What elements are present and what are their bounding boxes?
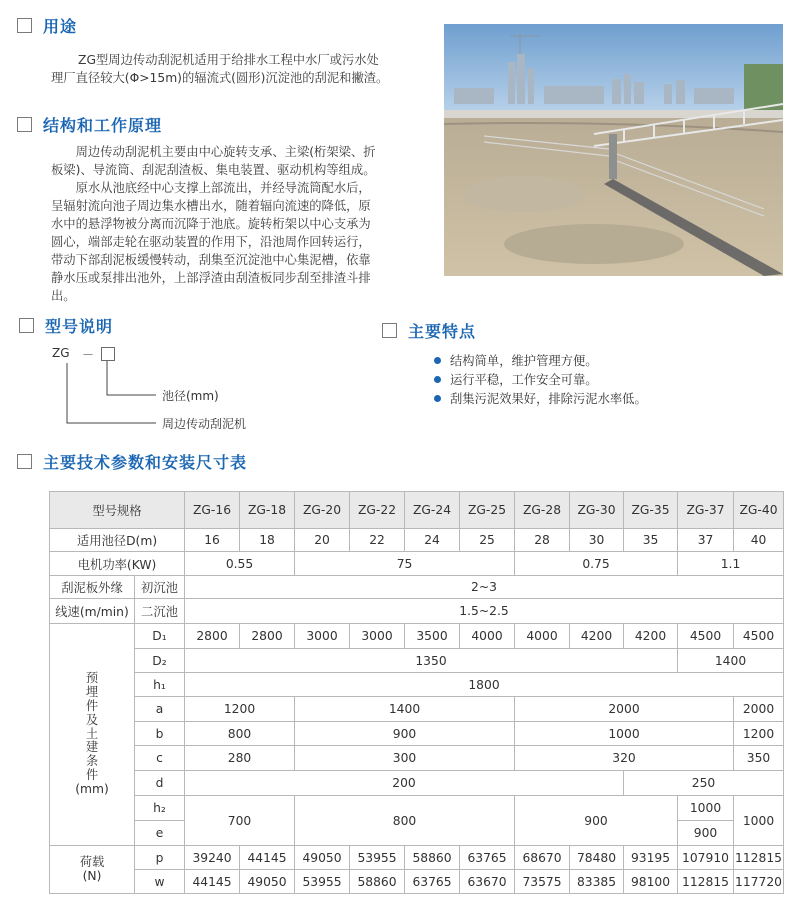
table-cell: 22 [350, 529, 405, 552]
table-cell: 0.55 [185, 552, 295, 576]
label-char: 及 [85, 712, 99, 727]
table-cell: 1400 [295, 697, 515, 722]
row-sublabel: p [135, 846, 185, 870]
feature-text: 刮集污泥效果好，排除污泥水率低。 [450, 392, 647, 406]
table-cell: 63765 [460, 846, 515, 870]
table-cell: 25 [460, 529, 515, 552]
label-char: 建 [85, 740, 99, 755]
spec-table [49, 491, 784, 894]
table-cell: 320 [515, 746, 734, 771]
table-cell: 1.5~2.5 [185, 599, 784, 624]
table-row [50, 576, 784, 599]
row-sublabel: a [135, 697, 185, 722]
label-char: 预 [85, 671, 99, 686]
load-label [50, 846, 135, 894]
table-cell: 2800 [185, 624, 240, 649]
table-cell: 30 [570, 529, 624, 552]
usage-title: 用途 [43, 17, 78, 36]
features-list [434, 352, 647, 409]
feature-item [434, 352, 647, 371]
load-label-text: 荷载 [79, 854, 105, 869]
table-cell: 3000 [350, 624, 405, 649]
structure-line: 圆心，端部走轮在驱动装置的作用下，沿池周作回转运行， [51, 235, 371, 249]
structure-line: 原水从池底经中心支撑上部流出，并经导流筒配水后， [75, 181, 371, 195]
table-row [50, 771, 784, 796]
row-label: 刮泥板外缘 [50, 576, 135, 599]
model-title: 型号说明 [45, 317, 114, 336]
row-label: 线速(m/min) [50, 599, 135, 624]
table-row [50, 722, 784, 746]
bullet-dot-icon [434, 357, 441, 364]
table-cell: 700 [185, 796, 295, 846]
model-machine-label: 周边传动刮泥机 [162, 417, 247, 431]
feature-item [434, 390, 647, 409]
table-row [50, 492, 784, 529]
table-cell: 93195 [624, 846, 678, 870]
table-cell: 73575 [515, 870, 570, 894]
table-row [50, 673, 784, 697]
row-label: 电机功率(KW) [50, 552, 185, 576]
table-row [50, 697, 784, 722]
clarifier-photo-image [444, 24, 783, 276]
table-cell: 1.1 [678, 552, 784, 576]
table-title: 主要技术参数和安装尺寸表 [43, 453, 248, 472]
table-row [50, 529, 784, 552]
table-row [50, 846, 784, 870]
row-sublabel: e [135, 821, 185, 846]
label-char: 件 [85, 767, 99, 782]
table-cell: 83385 [570, 870, 624, 894]
table-cell: 0.75 [515, 552, 678, 576]
table-cell: 200 [185, 771, 624, 796]
table-cell: 900 [295, 722, 515, 746]
model-cell: ZG-37 [678, 492, 734, 529]
feature-item [434, 371, 647, 390]
feature-text: 运行平稳，工作安全可靠。 [450, 373, 598, 387]
table-cell: 1000 [678, 796, 734, 821]
table-cell: 250 [624, 771, 784, 796]
table-cell: 63765 [405, 870, 460, 894]
structure-line: 静水压或泵排出池外，上部浮渣由刮渣板同步刮至排渣斗排 [51, 271, 371, 285]
bullet-dot-icon [434, 376, 441, 383]
table-cell: 900 [515, 796, 678, 846]
table-cell: 20 [295, 529, 350, 552]
table-cell: 78480 [570, 846, 624, 870]
row-sublabel: h₂ [135, 796, 185, 821]
table-cell: 37 [678, 529, 734, 552]
table-cell: 68670 [515, 846, 570, 870]
table-cell: 16 [185, 529, 240, 552]
row-label: 适用池径D(m) [50, 529, 185, 552]
table-cell: 44145 [240, 846, 295, 870]
table-cell: 4500 [734, 624, 784, 649]
structure-line: 板梁)、导流筒、刮泥刮渣板、集电装置、驱动机构等组成。 [51, 163, 376, 177]
table-cell: 1000 [515, 722, 734, 746]
model-cell: ZG-22 [350, 492, 405, 529]
table-cell: 107910 [678, 846, 734, 870]
table-cell: 1350 [185, 649, 678, 673]
table-row [50, 649, 784, 673]
table-cell: 117720 [734, 870, 784, 894]
section-checkbox-icon [382, 323, 397, 338]
model-cell: ZG-35 [624, 492, 678, 529]
table-cell: 18 [240, 529, 295, 552]
clarifier-photo [444, 24, 783, 276]
feature-text: 结构简单，维护管理方便。 [450, 354, 598, 368]
model-diameter-label: 池径(mm) [162, 389, 219, 403]
table-cell: 2000 [515, 697, 734, 722]
table-row [50, 746, 784, 771]
table-cell: 35 [624, 529, 678, 552]
row-sublabel: D₁ [135, 624, 185, 649]
table-cell: 4200 [570, 624, 624, 649]
table-cell: 4200 [624, 624, 678, 649]
table-cell: 4000 [515, 624, 570, 649]
table-cell: 58860 [405, 846, 460, 870]
label-char: 件 [85, 699, 99, 713]
structure-line: 呈辐射流向池子周边集水槽出水，随着辐向流速的降低，原 [51, 199, 371, 213]
table-cell: 3000 [295, 624, 350, 649]
usage-line: ZG型周边传动刮泥机适用于给排水工程中水厂或污水处 [78, 53, 379, 67]
structure-line: 带动下部刮泥板缓慢转动，刮集至沉淀池中心集泥槽，依靠 [51, 253, 371, 267]
table-cell: 280 [185, 746, 295, 771]
section-checkbox-icon [17, 454, 32, 469]
table-cell: 49050 [240, 870, 295, 894]
label-unit: (mm) [75, 781, 109, 796]
model-connector-lines [0, 0, 200, 440]
table-row [50, 552, 784, 576]
table-cell: 53955 [350, 846, 405, 870]
row-sublabel: w [135, 870, 185, 894]
row-sublabel: c [135, 746, 185, 771]
table-cell: 44145 [185, 870, 240, 894]
table-cell: 53955 [295, 870, 350, 894]
model-code: ZG [52, 346, 70, 360]
table-cell: 24 [405, 529, 460, 552]
structure-line: 出。 [51, 289, 76, 303]
table-cell: 1200 [734, 722, 784, 746]
table-cell: 4000 [460, 624, 515, 649]
table-cell: 900 [678, 821, 734, 846]
table-cell: 1000 [734, 796, 784, 846]
table-cell: 1200 [185, 697, 295, 722]
table-cell: 75 [295, 552, 515, 576]
label-char: 土 [85, 726, 99, 741]
model-cell: ZG-24 [405, 492, 460, 529]
model-dash: － [82, 348, 95, 362]
usage-line: 理厂直径较大(Φ>15m)的辐流式(圆形)沉淀池的刮泥和撇渣。 [51, 71, 389, 85]
table-cell: 300 [295, 746, 515, 771]
table-cell: 350 [734, 746, 784, 771]
row-sublabel: 二沉池 [135, 599, 185, 624]
row-sublabel: b [135, 722, 185, 746]
table-cell: 63670 [460, 870, 515, 894]
table-row [50, 870, 784, 894]
table-cell: 1400 [678, 649, 784, 673]
table-cell: 1800 [185, 673, 784, 697]
model-cell: ZG-40 [734, 492, 784, 529]
table-cell: 800 [295, 796, 515, 846]
table-cell: 98100 [624, 870, 678, 894]
table-cell: 49050 [295, 846, 350, 870]
table-cell: 800 [185, 722, 295, 746]
row-sublabel: d [135, 771, 185, 796]
header-label: 型号规格 [50, 492, 185, 529]
table-cell: 4500 [678, 624, 734, 649]
model-cell: ZG-28 [515, 492, 570, 529]
model-cell: ZG-25 [460, 492, 515, 529]
table-cell: 40 [734, 529, 784, 552]
table-row [50, 599, 784, 624]
table-row [50, 796, 784, 821]
row-sublabel: h₁ [135, 673, 185, 697]
table-cell: 112815 [734, 846, 784, 870]
bullet-dot-icon [434, 395, 441, 402]
model-cell: ZG-30 [570, 492, 624, 529]
table-cell: 2800 [240, 624, 295, 649]
table-cell: 112815 [678, 870, 734, 894]
row-sublabel: 初沉池 [135, 576, 185, 599]
table-cell: 39240 [185, 846, 240, 870]
label-char: 埋 [85, 685, 99, 700]
table-cell: 3500 [405, 624, 460, 649]
structure-line: 水中的悬浮物被分离而沉降于池底。旋转桁架以中心支承为 [51, 217, 371, 231]
table-cell: 2~3 [185, 576, 784, 599]
structure-line: 周边传动刮泥机主要由中心旋转支承、主梁(桁架梁、折 [75, 145, 376, 159]
load-label-unit: (N) [82, 868, 102, 883]
label-char: 条 [85, 754, 99, 769]
row-sublabel: D₂ [135, 649, 185, 673]
table-cell: 58860 [350, 870, 405, 894]
structure-title: 结构和工作原理 [43, 116, 163, 135]
table-row [50, 624, 784, 649]
table-cell: 28 [515, 529, 570, 552]
table-cell: 2000 [734, 697, 784, 722]
model-cell: ZG-20 [295, 492, 350, 529]
model-cell: ZG-16 [185, 492, 240, 529]
model-cell: ZG-18 [240, 492, 295, 529]
embedded-conditions-label [50, 624, 135, 846]
features-title: 主要特点 [408, 322, 477, 341]
